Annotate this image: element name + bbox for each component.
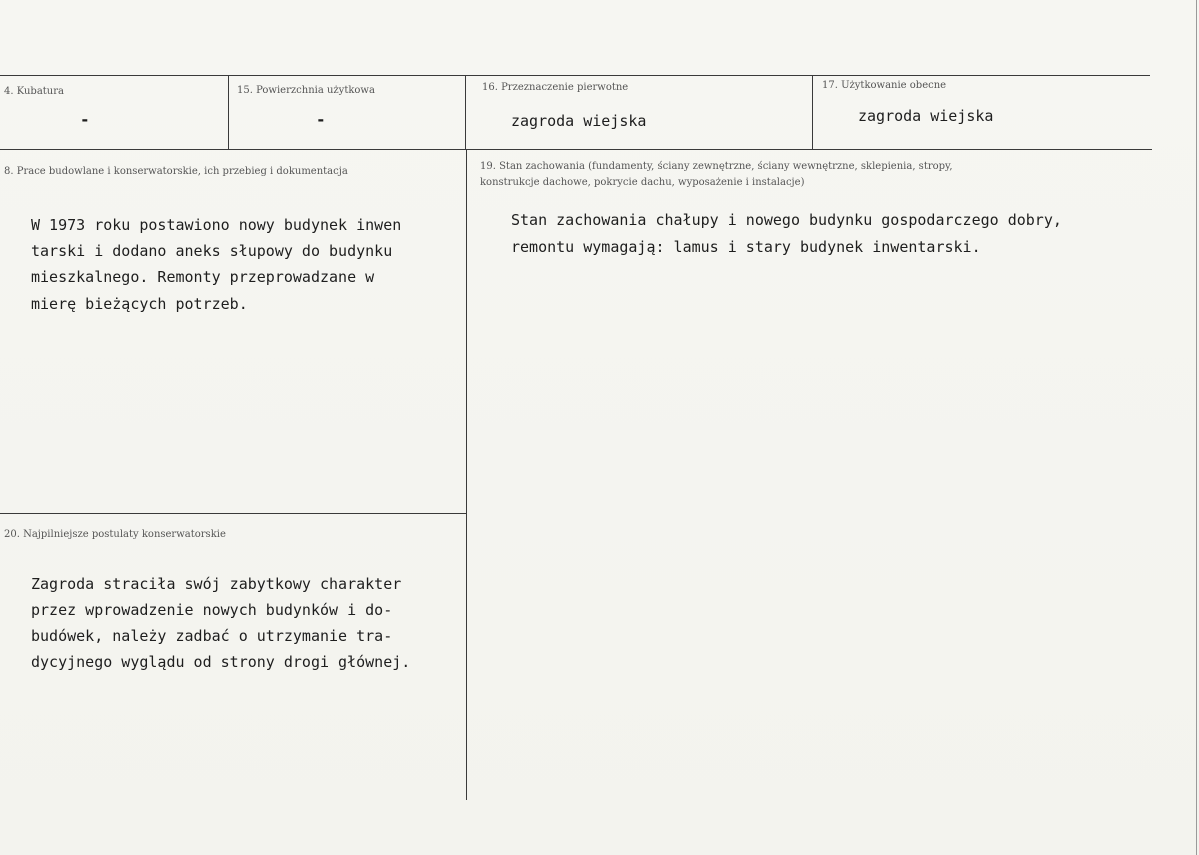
postulaty-line: przez wprowadzenie nowych budynków i do- (31, 601, 393, 619)
middle-row-border (0, 149, 1152, 150)
divider-main (466, 150, 467, 800)
przeznaczenie-label: 16. Przeznaczenie pierwotne (482, 82, 629, 93)
prace-line: mierę bieżących potrzeb. (31, 295, 248, 313)
kubatura-label: 4. Kubatura (4, 86, 64, 97)
stan-line: Stan zachowania chałupy i nowego budynku gospodarczego dobry, (511, 211, 1062, 229)
postulaty-line: dycyjnego wyglądu od strony drogi głównej. (31, 653, 411, 671)
kubatura-value: - (80, 110, 90, 129)
stan-label-line2: konstrukcje dachowe, pokrycie dachu, wyposażenie i instalacje) (480, 177, 805, 188)
prace-line: mieszkalnego. Remonty przeprowadzane w (31, 268, 375, 286)
uzytkowanie-label: 17. Użytkowanie obecne (822, 80, 947, 91)
divider-przeznaczenie (812, 76, 813, 149)
divider-kubatura (228, 76, 229, 149)
przeznaczenie-value: zagroda wiejska (511, 112, 647, 130)
stan-line: remontu wymagają: lamus i stary budynek inwentarski. (511, 238, 981, 256)
uzytkowanie-value: zagroda wiejska (858, 107, 994, 125)
powierzchnia-label: 15. Powierzchnia użytkowa (237, 85, 375, 96)
top-row-border (0, 75, 1150, 76)
postulaty-line: Zagroda straciła swój zabytkowy charakter (31, 575, 402, 593)
postulaty-top-border (0, 513, 466, 514)
prace-line: tarski i dodano aneks słupowy do budynku (31, 242, 393, 260)
powierzchnia-value: - (316, 110, 326, 129)
postulaty-line: budówek, należy zadbać o utrzymanie tra- (31, 627, 393, 645)
postulaty-label: 20. Najpilniejsze postulaty konserwatorskie (4, 529, 226, 540)
prace-line: W 1973 roku postawiono nowy budynek inwen (31, 216, 402, 234)
divider-powierzchnia (465, 76, 466, 149)
prace-label: 8. Prace budowlane i konserwatorskie, ich przebieg i dokumentacja (4, 166, 348, 177)
right-edge (1196, 0, 1197, 855)
stan-label-line1: 19. Stan zachowania (fundamenty, ściany zewnętrzne, ściany wewnętrzne, sklepienia, stropy, (480, 161, 953, 172)
